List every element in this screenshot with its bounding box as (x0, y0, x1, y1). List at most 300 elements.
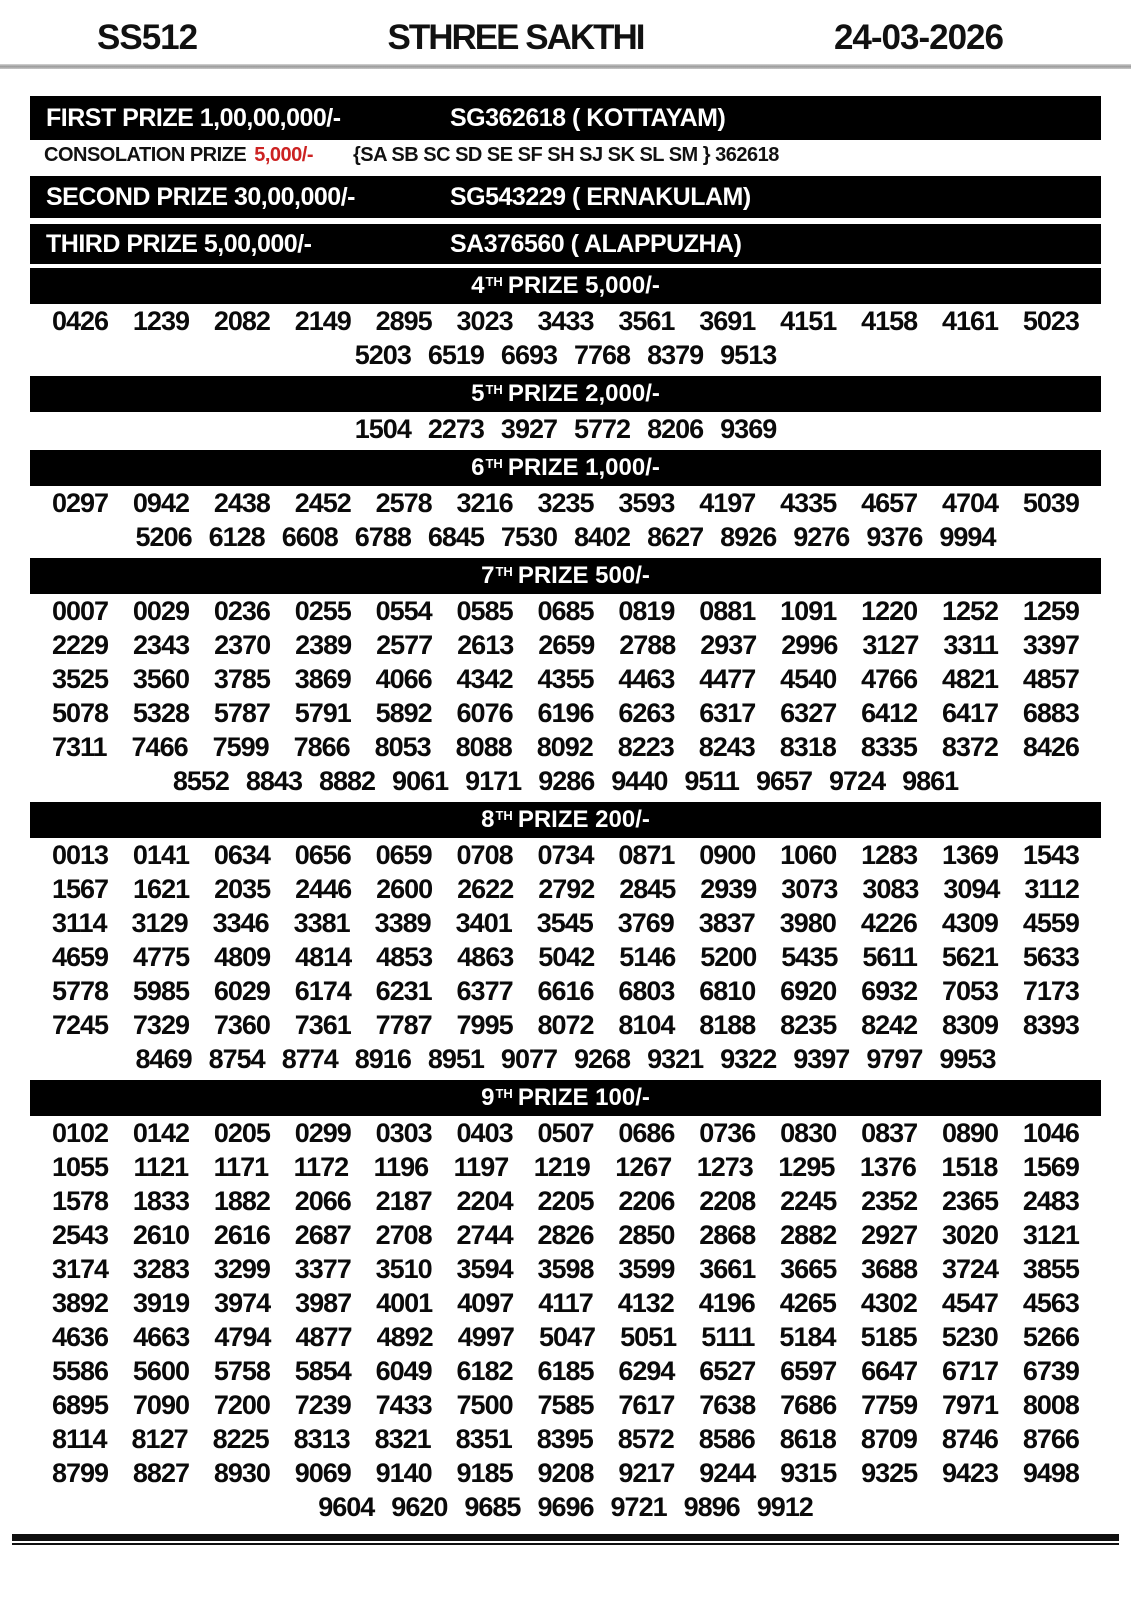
winning-number: 9185 (456, 1457, 513, 1488)
winning-number: 4001 (376, 1287, 433, 1318)
winning-number: 8402 (574, 521, 631, 552)
winning-number: 2365 (941, 1185, 999, 1216)
winning-number: 5039 (1022, 487, 1079, 518)
winning-number: 3129 (131, 907, 188, 938)
8th-prize-numbers-row (0, 1008, 1131, 1042)
winning-number: 8827 (132, 1457, 189, 1488)
winning-number: 8092 (536, 731, 593, 762)
winning-number: 5203 (354, 339, 411, 370)
winning-number: 5586 (52, 1355, 109, 1386)
winning-number: 2187 (375, 1185, 432, 1216)
winning-number: 8926 (720, 521, 777, 552)
winning-number: 1055 (52, 1151, 109, 1182)
7th-prize-numbers-row (0, 628, 1131, 662)
winning-number: 2927 (861, 1219, 918, 1250)
winning-number: 1252 (941, 595, 999, 626)
winning-number: 6174 (294, 975, 351, 1006)
8th-prize-numbers-row (0, 906, 1131, 940)
winning-number: 2082 (213, 305, 270, 336)
winning-number: 6693 (500, 339, 557, 370)
winning-number: 6182 (456, 1355, 513, 1386)
prize-ordinal: 4 (471, 272, 485, 299)
consolation-label: CONSOLATION PRIZE (44, 144, 247, 166)
winning-number: 6519 (427, 339, 484, 370)
winning-number: 5185 (860, 1321, 917, 1352)
winning-number: 6717 (941, 1355, 999, 1386)
winning-number: 4226 (860, 907, 917, 938)
winning-number: 3855 (1022, 1253, 1079, 1284)
9th-prize-numbers-row (0, 1150, 1131, 1184)
7th-prize-numbers-row (0, 730, 1131, 764)
winning-number: 0734 (537, 839, 594, 870)
winning-number: 1376 (859, 1151, 916, 1182)
4th-prize-numbers-row (0, 304, 1131, 338)
winning-number: 1060 (780, 839, 837, 870)
winning-number: 7360 (213, 1009, 270, 1040)
winning-number: 8206 (647, 413, 704, 444)
winning-number: 7433 (375, 1389, 432, 1420)
winning-number: 3094 (943, 873, 1000, 904)
prize-amount-label: PRIZE 1,000/- (507, 454, 660, 481)
winning-number: 3127 (862, 629, 919, 660)
winning-number: 3598 (537, 1253, 594, 1284)
prize-amount-label: PRIZE 100/- (517, 1084, 650, 1111)
winning-number: 4821 (941, 663, 999, 694)
winning-number: 8313 (293, 1423, 350, 1454)
winning-number: 7329 (132, 1009, 189, 1040)
prize-amount-label: PRIZE 500/- (517, 562, 650, 589)
winning-number: 6920 (780, 975, 837, 1006)
winning-number: 1578 (52, 1185, 109, 1216)
winning-number: 5758 (213, 1355, 270, 1386)
winning-number: 2996 (781, 629, 838, 660)
winning-number: 8916 (354, 1043, 411, 1074)
9th-prize-numbers-row (0, 1286, 1131, 1320)
winning-number: 5184 (779, 1321, 836, 1352)
5th-prize-numbers-row (0, 412, 1131, 446)
winning-number: 2578 (375, 487, 432, 518)
winning-number: 3216 (456, 487, 513, 518)
winning-number: 0013 (52, 839, 109, 870)
winning-number: 8843 (245, 765, 302, 796)
winning-number: 1196 (373, 1151, 429, 1182)
winning-number: 5791 (294, 697, 351, 728)
draw-number: SS512 (97, 18, 198, 57)
winning-number: 6608 (281, 521, 338, 552)
winning-number: 6895 (52, 1389, 109, 1420)
7th-prize-numbers-row (0, 662, 1131, 696)
consolation-amount: 5,000/- (254, 144, 314, 166)
winning-number: 2370 (214, 629, 271, 660)
9th-prize-numbers-row (0, 1422, 1131, 1456)
8th-prize-numbers-row (0, 1042, 1131, 1076)
winning-number: 2616 (213, 1219, 270, 1250)
winning-number: 0685 (537, 595, 594, 626)
winning-number: 4547 (941, 1287, 998, 1318)
winning-number: 7500 (456, 1389, 513, 1420)
first-prize-winner: SG362618 ( KOTTAYAM) (450, 103, 726, 132)
winning-number: 9953 (939, 1043, 996, 1074)
winning-number: 9423 (941, 1457, 999, 1488)
winning-number: 4563 (1022, 1287, 1079, 1318)
8th-prize-numbers-row (0, 838, 1131, 872)
consolation-series: {SA SB SC SD SE SF SH SJ SK SL SM } 362618 (353, 144, 779, 166)
winning-number: 4463 (618, 663, 675, 694)
winning-number: 3545 (536, 907, 593, 938)
winning-number: 4663 (133, 1321, 190, 1352)
winning-number: 3892 (52, 1287, 109, 1318)
winning-number: 6231 (375, 975, 432, 1006)
winning-number: 9322 (720, 1043, 777, 1074)
winning-number: 4659 (52, 941, 109, 972)
winning-number: 0830 (780, 1117, 837, 1148)
winning-number: 8372 (941, 731, 998, 762)
prize-amount-label: PRIZE 2,000/- (507, 380, 660, 407)
9th-prize-header (30, 1080, 1101, 1116)
winning-number: 8774 (281, 1043, 338, 1074)
winning-number: 8088 (455, 731, 512, 762)
winning-number: 4265 (779, 1287, 836, 1318)
second-prize-label: SECOND PRIZE 30,00,000/- (46, 182, 355, 211)
9th-prize-numbers-row (0, 1456, 1131, 1490)
winning-number: 8951 (427, 1043, 484, 1074)
winning-number: 9861 (902, 765, 959, 796)
winning-number: 3974 (214, 1287, 271, 1318)
prize-ordinal: 9 (481, 1084, 495, 1111)
winning-number: 1239 (132, 305, 189, 336)
winning-number: 7311 (52, 731, 107, 762)
winning-number: 5023 (1022, 305, 1079, 336)
winning-number: 3593 (618, 487, 675, 518)
winning-number: 9896 (683, 1491, 740, 1522)
6th-prize-numbers-row (0, 520, 1131, 554)
9th-prize-numbers-row (0, 1388, 1131, 1422)
winning-number: 3112 (1024, 873, 1079, 904)
winning-number: 8351 (455, 1423, 512, 1454)
winning-number: 1518 (941, 1151, 998, 1182)
8th-prize-header (30, 802, 1101, 838)
winning-number: 7866 (293, 731, 350, 762)
winning-number: 2622 (457, 873, 514, 904)
winning-number: 3311 (943, 629, 998, 660)
winning-number: 0837 (861, 1117, 918, 1148)
winning-number: 0236 (213, 595, 270, 626)
winning-number: 2659 (538, 629, 595, 660)
winning-number: 9797 (866, 1043, 923, 1074)
winning-number: 3869 (294, 663, 351, 694)
6th-prize-header (30, 450, 1101, 486)
9th-prize-numbers-row (0, 1320, 1131, 1354)
third-prize-bar (30, 224, 1101, 264)
winning-number: 2850 (618, 1219, 675, 1250)
4th-prize-header (30, 268, 1101, 304)
winning-number: 5854 (294, 1355, 351, 1386)
winning-number: 5266 (1022, 1321, 1079, 1352)
winning-number: 6527 (699, 1355, 756, 1386)
winning-number: 9440 (611, 765, 668, 796)
winning-number: 0102 (52, 1117, 109, 1148)
winning-number: 2205 (537, 1185, 594, 1216)
winning-number: 9268 (574, 1043, 631, 1074)
winning-number: 5892 (375, 697, 432, 728)
winning-number: 9061 (392, 765, 449, 796)
winning-number: 7530 (500, 521, 557, 552)
winning-number: 1172 (293, 1151, 349, 1182)
winning-number: 7585 (537, 1389, 594, 1420)
winning-number: 0659 (375, 839, 432, 870)
winning-number: 9620 (391, 1491, 448, 1522)
winning-number: 5206 (135, 521, 192, 552)
winning-number: 4657 (861, 487, 918, 518)
winning-number: 6810 (699, 975, 756, 1006)
winning-number: 1121 (133, 1151, 189, 1182)
winning-number: 4309 (941, 907, 998, 938)
winning-number: 3174 (52, 1253, 109, 1284)
winning-number: 4814 (295, 941, 352, 972)
winning-number: 9912 (756, 1491, 813, 1522)
winning-number: 5146 (619, 941, 676, 972)
winning-number: 9498 (1022, 1457, 1079, 1488)
winning-number: 9369 (720, 413, 777, 444)
prize-amount-label: PRIZE 200/- (517, 806, 650, 833)
winning-number: 4892 (376, 1321, 433, 1352)
winning-number: 7466 (131, 731, 188, 762)
winning-number: 7971 (941, 1389, 999, 1420)
winning-number: 9325 (861, 1457, 918, 1488)
winning-number: 2610 (132, 1219, 189, 1250)
winning-number: 7239 (294, 1389, 351, 1420)
winning-number: 3661 (699, 1253, 756, 1284)
winning-number: 5772 (574, 413, 631, 444)
winning-number: 4335 (780, 487, 837, 518)
winning-number: 7617 (618, 1389, 675, 1420)
winning-number: 9276 (793, 521, 850, 552)
winning-number: 4161 (941, 305, 999, 336)
winning-number: 2452 (294, 487, 351, 518)
winning-number: 1283 (861, 839, 918, 870)
winning-number: 6616 (537, 975, 594, 1006)
winning-number: 5111 (701, 1321, 755, 1352)
winning-number: 1171 (213, 1151, 269, 1182)
prize-ordinal: 5 (471, 380, 485, 407)
winning-number: 8379 (647, 339, 704, 370)
second-prize-bar (30, 176, 1101, 218)
winning-number: 4302 (860, 1287, 917, 1318)
winning-number: 7361 (294, 1009, 351, 1040)
consolation-row (30, 140, 1101, 171)
winning-number: 4857 (1022, 663, 1079, 694)
winning-number: 2939 (700, 873, 757, 904)
winning-number: 4066 (375, 663, 432, 694)
winning-number: 9315 (780, 1457, 837, 1488)
winning-number: 7200 (213, 1389, 270, 1420)
winning-number: 8072 (537, 1009, 594, 1040)
winning-number: 1567 (52, 873, 109, 904)
winning-number: 3665 (780, 1253, 837, 1284)
winning-number: 4196 (698, 1287, 755, 1318)
winning-number: 8586 (698, 1423, 755, 1454)
winning-number: 3397 (1022, 629, 1079, 660)
winning-number: 4158 (861, 305, 918, 336)
winning-number: 4636 (52, 1321, 109, 1352)
winning-number: 3235 (537, 487, 594, 518)
winning-number: 6597 (780, 1355, 837, 1386)
4th-prize-numbers-row (0, 338, 1131, 372)
winning-number: 8104 (618, 1009, 675, 1040)
winning-number: 8243 (698, 731, 755, 762)
winning-number: 1197 (453, 1151, 509, 1182)
winning-number: 4342 (456, 663, 513, 694)
winning-number: 1091 (780, 595, 837, 626)
winning-number: 2389 (295, 629, 352, 660)
7th-prize-numbers-row (0, 696, 1131, 730)
winning-number: 9069 (294, 1457, 351, 1488)
winning-number: 5600 (132, 1355, 189, 1386)
winning-number: 1219 (533, 1151, 590, 1182)
lottery-title: STHREE SAKTHI (387, 18, 644, 57)
winning-number: 8235 (780, 1009, 837, 1040)
winning-number: 3389 (374, 907, 431, 938)
winning-number: 3980 (779, 907, 836, 938)
winning-number: 9696 (537, 1491, 594, 1522)
winning-number: 0942 (132, 487, 189, 518)
winning-number: 3769 (617, 907, 674, 938)
winning-number: 6076 (456, 697, 513, 728)
winning-number: 6263 (618, 697, 675, 728)
7th-prize-numbers-row (0, 764, 1131, 798)
winning-number: 5787 (213, 697, 270, 728)
winning-number: 2826 (537, 1219, 594, 1250)
winning-number: 8627 (647, 521, 704, 552)
first-prize-label: FIRST PRIZE 1,00,00,000/- (46, 103, 341, 132)
winning-number: 2788 (619, 629, 676, 660)
winning-number: 9140 (375, 1457, 432, 1488)
prize-ordinal-suffix: TH (485, 381, 503, 397)
winning-number: 2438 (213, 487, 270, 518)
winning-number: 5778 (52, 975, 109, 1006)
winning-number: 3401 (455, 907, 512, 938)
footer-divider (12, 1534, 1119, 1543)
winning-number: 7053 (941, 975, 999, 1006)
winning-number: 1295 (778, 1151, 835, 1182)
winning-number: 0205 (213, 1117, 270, 1148)
winning-number: 3377 (294, 1253, 351, 1284)
winning-number: 4853 (376, 941, 433, 972)
winning-number: 6647 (861, 1355, 918, 1386)
winning-number: 2937 (700, 629, 757, 660)
winning-number: 6185 (537, 1355, 594, 1386)
winning-number: 8572 (617, 1423, 674, 1454)
winning-number: 8426 (1022, 731, 1079, 762)
winning-number: 0403 (456, 1117, 513, 1148)
winning-number: 4097 (457, 1287, 514, 1318)
winning-number: 8709 (860, 1423, 917, 1454)
winning-number: 8318 (779, 731, 836, 762)
winning-number: 8393 (1022, 1009, 1079, 1040)
8th-prize-numbers-row (0, 940, 1131, 974)
9th-prize-numbers-row (0, 1354, 1131, 1388)
winning-number: 9321 (647, 1043, 704, 1074)
winning-number: 9604 (318, 1491, 375, 1522)
winning-number: 7686 (780, 1389, 837, 1420)
winning-number: 3114 (52, 907, 107, 938)
winning-number: 1046 (1022, 1117, 1079, 1148)
winning-number: 5435 (781, 941, 838, 972)
winning-number: 8618 (779, 1423, 836, 1454)
winning-number: 2273 (427, 413, 484, 444)
winning-number: 7173 (1022, 975, 1079, 1006)
winning-number: 4863 (457, 941, 514, 972)
winning-number: 5230 (941, 1321, 998, 1352)
winning-number: 8552 (172, 765, 229, 796)
winning-number: 2208 (699, 1185, 756, 1216)
winning-number: 3283 (132, 1253, 189, 1284)
winning-number: 9244 (699, 1457, 756, 1488)
prize-ordinal: 8 (481, 806, 495, 833)
winning-number: 2708 (375, 1219, 432, 1250)
winning-number: 8321 (374, 1423, 431, 1454)
winning-number: 2543 (52, 1219, 109, 1250)
winning-number: 7599 (212, 731, 269, 762)
winning-number: 5200 (700, 941, 757, 972)
winning-number: 4775 (133, 941, 190, 972)
winning-number: 3560 (132, 663, 189, 694)
winning-number: 9217 (618, 1457, 675, 1488)
winning-number: 8766 (1022, 1423, 1079, 1454)
9th-prize-numbers-row (0, 1184, 1131, 1218)
winning-number: 3691 (699, 305, 756, 336)
winning-number: 0142 (132, 1117, 189, 1148)
winning-number: 0299 (294, 1117, 351, 1148)
winning-number: 5078 (52, 697, 109, 728)
prize-ordinal-suffix: TH (495, 563, 513, 579)
winning-number: 0554 (375, 595, 432, 626)
winning-number: 4766 (861, 663, 918, 694)
winning-number: 3433 (537, 305, 594, 336)
winning-number: 0634 (213, 839, 270, 870)
winning-number: 3594 (456, 1253, 513, 1284)
spacer (0, 69, 1131, 96)
winning-number: 8127 (131, 1423, 188, 1454)
9th-prize-numbers-row (0, 1252, 1131, 1286)
winning-number: 2687 (294, 1219, 351, 1250)
winning-number: 9077 (500, 1043, 557, 1074)
8th-prize-numbers-row (0, 974, 1131, 1008)
prize-amount-label: PRIZE 5,000/- (507, 272, 660, 299)
winning-number: 0007 (52, 595, 109, 626)
winning-number: 3299 (213, 1253, 270, 1284)
winning-number: 5042 (538, 941, 595, 972)
winning-number: 2868 (699, 1219, 756, 1250)
winning-number: 6788 (354, 521, 411, 552)
winning-number: 0819 (618, 595, 675, 626)
winning-number: 8335 (860, 731, 917, 762)
winning-number: 6327 (780, 697, 837, 728)
winning-number: 0255 (294, 595, 351, 626)
winning-number: 8188 (699, 1009, 756, 1040)
winning-number: 4151 (780, 305, 837, 336)
winning-number: 9397 (793, 1043, 850, 1074)
winning-number: 1543 (1022, 839, 1079, 870)
first-prize-bar (30, 96, 1101, 140)
prize-ordinal-suffix: TH (495, 807, 513, 823)
winning-number: 1504 (354, 413, 411, 444)
winning-number: 8225 (212, 1423, 269, 1454)
winning-number: 6377 (456, 975, 513, 1006)
winning-number: 0900 (699, 839, 756, 870)
winning-number: 1259 (1022, 595, 1079, 626)
winning-number: 3919 (133, 1287, 190, 1318)
